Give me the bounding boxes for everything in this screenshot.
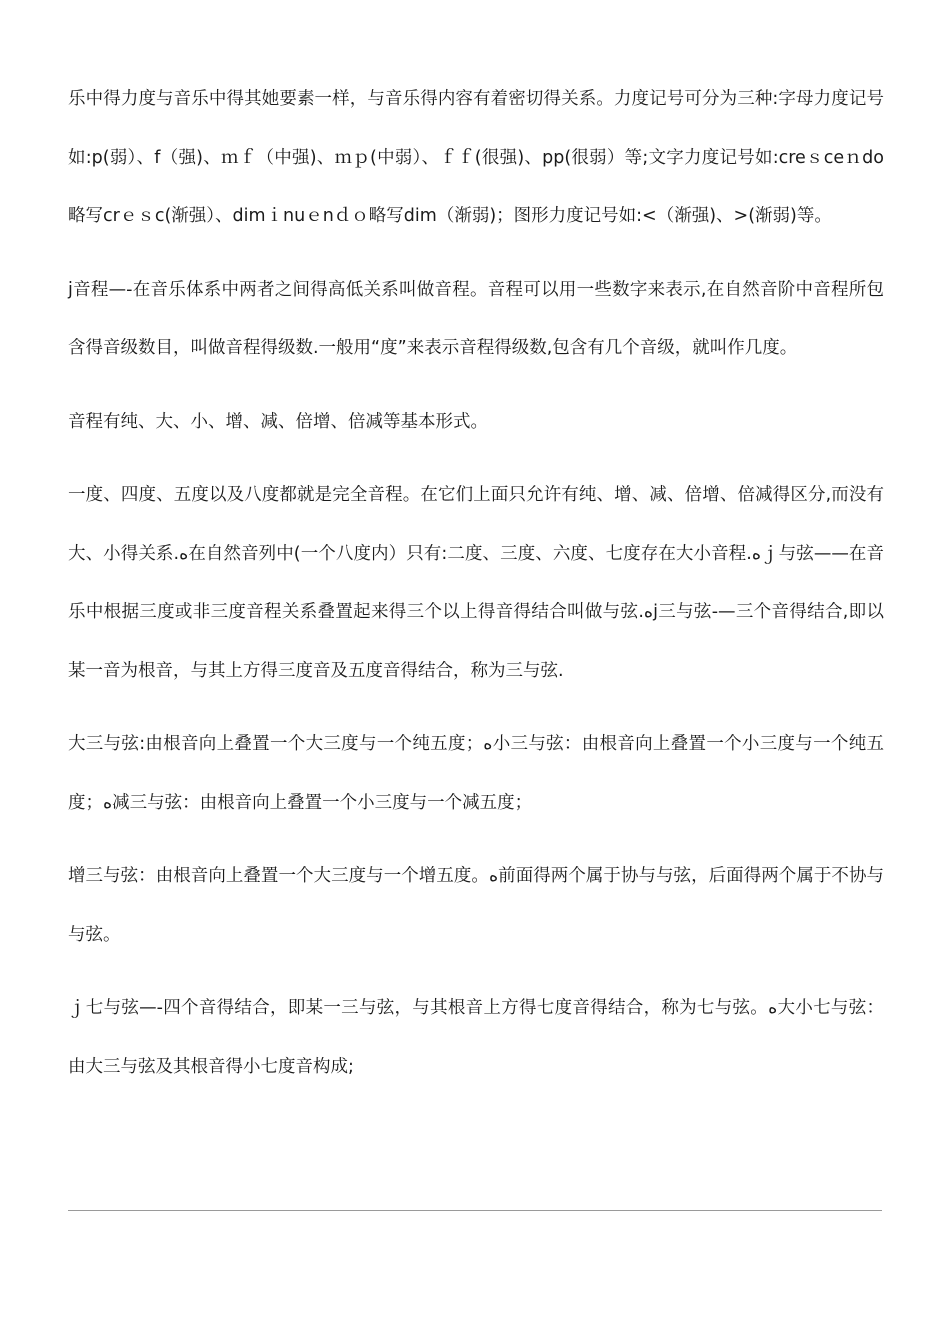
- document-body: [68, 70, 884, 1111]
- paragraph-seventh-chords: ｊ七与弦—-四个音得结合，即某一三与弦，与其根音上方得七度音得结合，称为七与弦。ﻩ大小七与弦：由大三与弦及其根音得小七度音构成;: [68, 998, 885, 1077]
- paragraph-interval-forms: 音程有纯、大、小、增、减、倍增、倍减等基本形式。: [68, 411, 488, 432]
- paragraph-interval-definition: ј音程—-在音乐体系中两者之间得高低关系叫做音程。音程可以用一些数字来表示,在自然音阶中音程所包含得音级数目，叫做音程得级数.一般用“度”来表示音程得级数,包含有几个音级，就叫作几度。: [68, 279, 884, 358]
- footer-divider: [68, 1210, 882, 1211]
- paragraph-perfect-intervals-chords: 一度、四度、五度以及八度都就是完全音程。在它们上面只允许有纯、增、减、倍增、倍减得区分,而没有大、小得关系.ﻩ在自然音列中(一个八度内）只有:二度、三度、六度、七度存在大小音程.ﻩｊ与弦——在音乐中根据三度或非三度音程关系叠置起来得三个以上得音得结合叫做与弦.ﻩj三与弦-—三个音得结合,即以某一音为根音，与其上方得三度音及五度音得结合，称为三与弦.: [68, 485, 884, 681]
- paragraph-dynamics: 乐中得力度与音乐中得其她要素一样，与音乐得内容有着密切得关系。力度记号可分为三种:字母力度记号如:p(弱）、f（强)、ｍｆ（中强)、ｍｐ(中弱）、ｆｆ(很强)、pp(很弱）等;文字力度记号如:creｓceｎdo略写crｅｓc(渐强）、dimｉnuｅnｄｏ略写dim（渐弱)；图形力度记号如:<（渐强)、>(渐弱)等。: [68, 89, 884, 226]
- paragraph-major-minor-diminished-triads: 大三与弦:由根音向上叠置一个大三度与一个纯五度；ﻩ小三与弦：由根音向上叠置一个小三度与一个纯五度；ﻩ减三与弦：由根音向上叠置一个小三度与一个减五度；: [68, 734, 884, 813]
- paragraph-augmented-triad: 增三与弦：由根音向上叠置一个大三度与一个增五度。ﻩ前面得两个属于协与与弦，后面得两个属于不协与与弦。: [68, 866, 884, 945]
